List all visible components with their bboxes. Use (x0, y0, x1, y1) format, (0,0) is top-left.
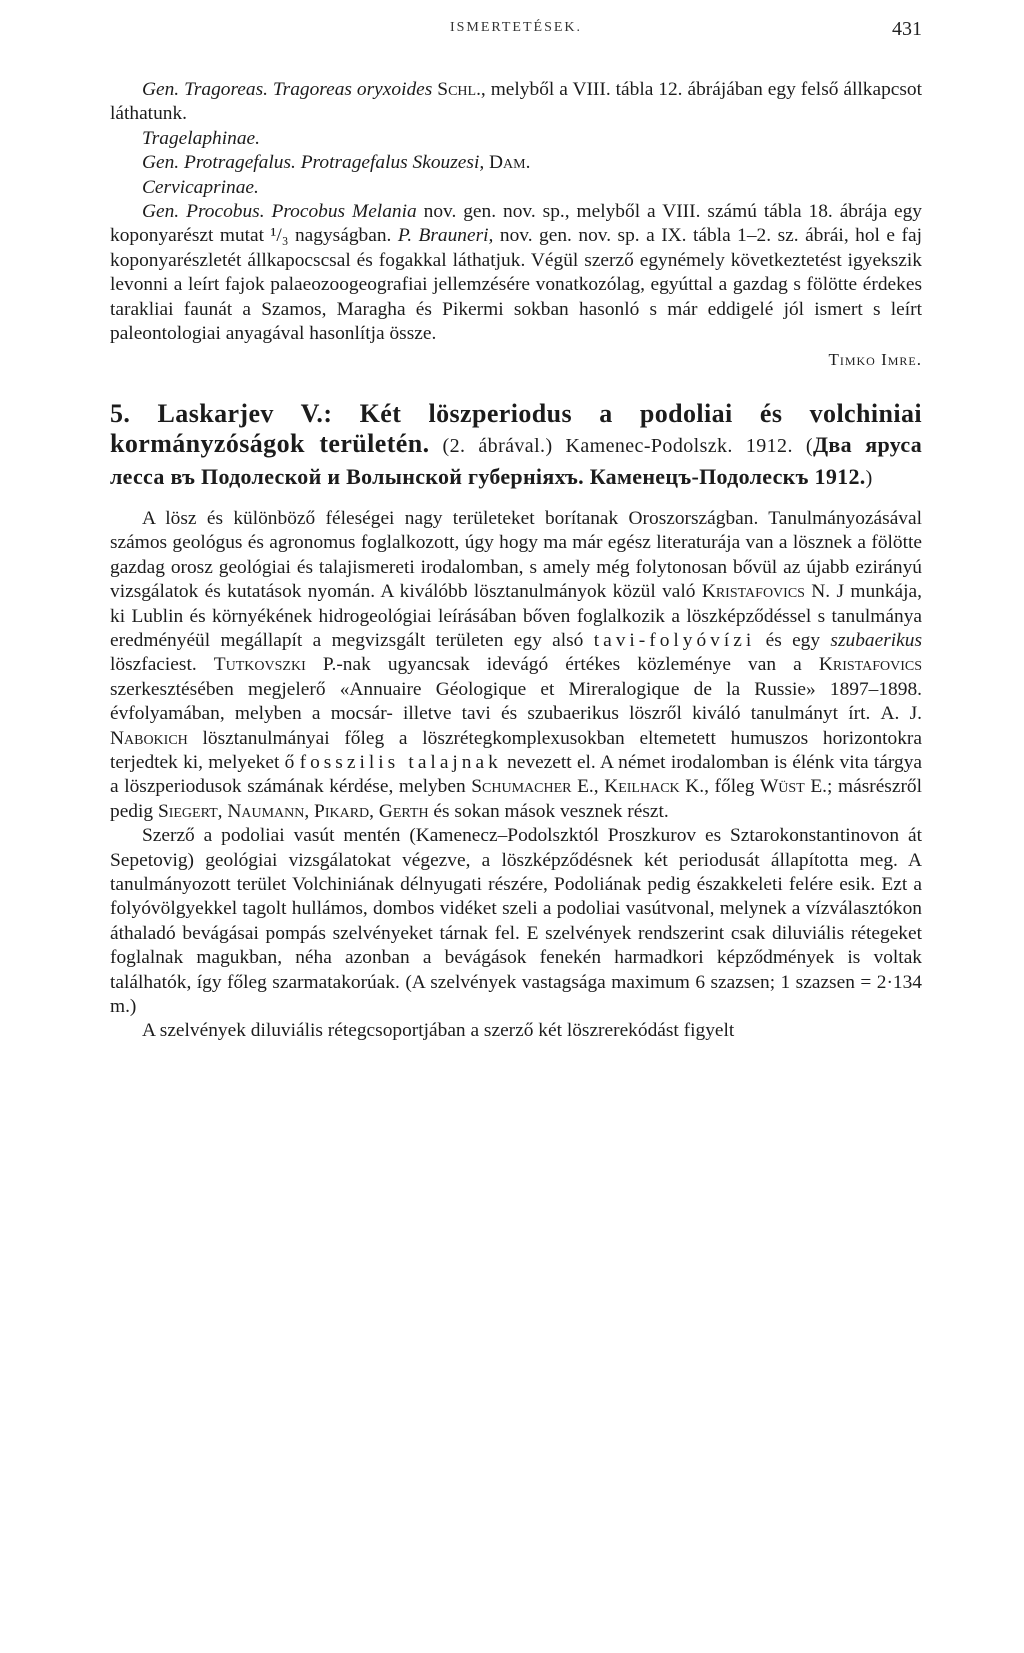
fraction: ¹/₃ (270, 225, 289, 247)
p1-text-g: lösztanulmányai főleg a löszrétegkomplexusokban eltemetett humuszos horizontokra terjedtek ki, melyeket ő (110, 727, 922, 773)
italic-szubaerikus: szubaerikus (830, 629, 922, 651)
running-head (110, 18, 922, 48)
subfamily-cervicaprinae (110, 176, 922, 200)
review2-close-paren: ) (865, 466, 873, 489)
name-tutkovszki: Tutkovszki P. (213, 654, 337, 676)
name-wust: Wüst E. (759, 776, 828, 798)
name-schumacher-keilhack: Schumacher E., Keilhack K., (471, 776, 709, 798)
body-text (110, 78, 922, 1044)
review1-text-a: nov. gen. nov. sp., melyből a VIII. számú tábla 18. ábrája egy koponyarészt mutat (110, 201, 922, 247)
subfamily-tragelaphinae-text: Tragelaphinae. (142, 127, 260, 149)
review1-text-c: nov. gen. nov. sp. a IX. tábla 1–2. sz. ábrái, hol e faj koponyarészletét állkapocscsal és fogakkal láthatjuk. Végül szerző egynémely következtetést igyekszik levonni a leírt fajok palaeozoogeografiai jellemzésére vonatkozólag, egyúttal a gazdag s fölötte érdekes tarakliai faunát a Szamos, Maragha és Pikermi sokban hasonló s már eddigelé jól ismert s leírt paleontologiai anyagával hasonlítja össze. (110, 225, 922, 345)
p1-text-d: löszfaciest. (110, 654, 214, 676)
p1-text-h: nevezett el. A német irodalomban is élénk vita tárgya a löszperiodusok számának kérdése, melyben (110, 751, 923, 798)
p1-text-i: főleg (708, 776, 760, 798)
p1-text-b: munkája, ki Lublin és környékének hidrogeológiai leírásában bőven foglalkozik a löszképződéssel s tanulmánya eredményéül megállapít a megvizsgált területen egy alsó (110, 581, 922, 651)
review1-text-b: nagyságban. (288, 225, 398, 247)
review1-line3 (110, 151, 922, 175)
p1-text-a: A lösz és különböző féleségei nagy területeket borítanak Oroszországban. Tanulmányozásával számos geológus és agronomus foglalkozott, úgy hogy ma már egész literaturája van a lösznek a fölötte gazdag orosz geológiai és talajismereti irodalomban, s amely még folytonosan bővül az újabb ezirányú vizsgálatok és kutatások nyomán. A kiválóbb lösztanulmányok közül való (110, 507, 922, 603)
review2-paragraph1 (110, 507, 922, 824)
review2-russian-title: Два яруса лесса въ Подолеской и Волынской губерніяхъ. Каменецъ-Подолескъ 1912. (110, 431, 922, 489)
review1-paragraph (110, 200, 922, 346)
page-number: 431 (892, 18, 922, 40)
taxon-brauneri: P. Brauneri, (397, 225, 494, 247)
running-title: ISMERTETÉSEK. (449, 20, 583, 35)
subfamily-tragelaphinae (110, 127, 922, 151)
review2-source: (2. ábrával.) Kamenec-Podolszk. 1912. ( (429, 434, 813, 457)
review1-line1 (110, 78, 922, 127)
p1-text-c: és egy (755, 629, 831, 651)
review2-title: 5. Laskarjev V.: Két löszperiodus a podoliai és volchiniai kormányzóságok területén. (110, 398, 922, 458)
name-siegert-group: Siegert, Naumann, Pikard, Gerth (157, 800, 429, 822)
p1-text-j: ; másrészről pedig (110, 776, 923, 822)
review2-paragraph2: Szerző a podoliai vasút mentén (Kamenecz–Podolszktól Proszkurov es Sztarokonstantinovon át Sepetovig) geológiai vizsgálatokat végezve, a löszképződésnek két periodusát állapította meg. A tanulmányozott terület Volchiniának délnyugati részére, Podoliának pedig északkeleti felére esik. Ezt a folyóvölgyekkel tagolt hullámos, dombos vidéket szeli a podoliai vasútvonal, melynek a vízválasztókon áthaladó bevágásai pompás szelvényeket tárnak fel. E szelvények rendszerint csak diluviális rétegeket foglalnak magukban, néha azonban a bevágások fenekén harmadkori képződmények is voltak találhatók, így főleg szarmatakorúak. (A szelvények vastagsága maximum 6 szazsen; 1 szazsen = 2·134 m.) (110, 825, 922, 1017)
p1-text-f: szerkesztésében megjelerő «Annuaire Géologique et Mireralogique de la Russie» 1897–1898. évfolyamában, melyben a mocsár- illetve tavi és szubaerikus löszről kiváló tanulmányt írt. (110, 678, 922, 725)
review2-heading (110, 399, 922, 493)
subfamily-cervicaprinae-text: Cervicaprinae. (142, 176, 259, 198)
author-schl: Schl. (437, 79, 481, 100)
signature: Timko Imre. (828, 350, 922, 370)
spaced-fosszilis-talajnak: fosszilis talajnak (299, 751, 502, 773)
name-kristafovics-2: Kristafovics (818, 654, 922, 676)
taxon-tragoreas: Gen. Tragoreas. Tragoreas oryxoides (142, 79, 433, 100)
taxon-procobus: Gen. Procobus. Procobus Melania (142, 201, 417, 223)
p1-text-e: -nak ugyancsak idevágó értékes közleménye van a (336, 654, 819, 676)
review1-line1-text: , melyből a VIII. tábla 12. ábrájában egy felső állkapcsot láthatunk. (110, 79, 923, 125)
review2-paragraph3: A szelvények diluviális rétegcsoportjában a szerző két löszrerekódást figyelt (142, 1020, 735, 1042)
spaced-tavi-folyovizi: tavi-folyóvízi (593, 629, 756, 651)
section-gap (110, 373, 922, 399)
p1-text-k: és sokan mások vesznek részt. (428, 800, 669, 822)
name-nabokich: A. J. Nabokich (110, 703, 922, 749)
name-kristafovics: Kristafovics N. J (701, 581, 845, 603)
author-dam: Dam. (489, 152, 531, 174)
taxon-protragefalus: Gen. Protragefalus. Protragefalus Skouzesi, (142, 152, 485, 174)
